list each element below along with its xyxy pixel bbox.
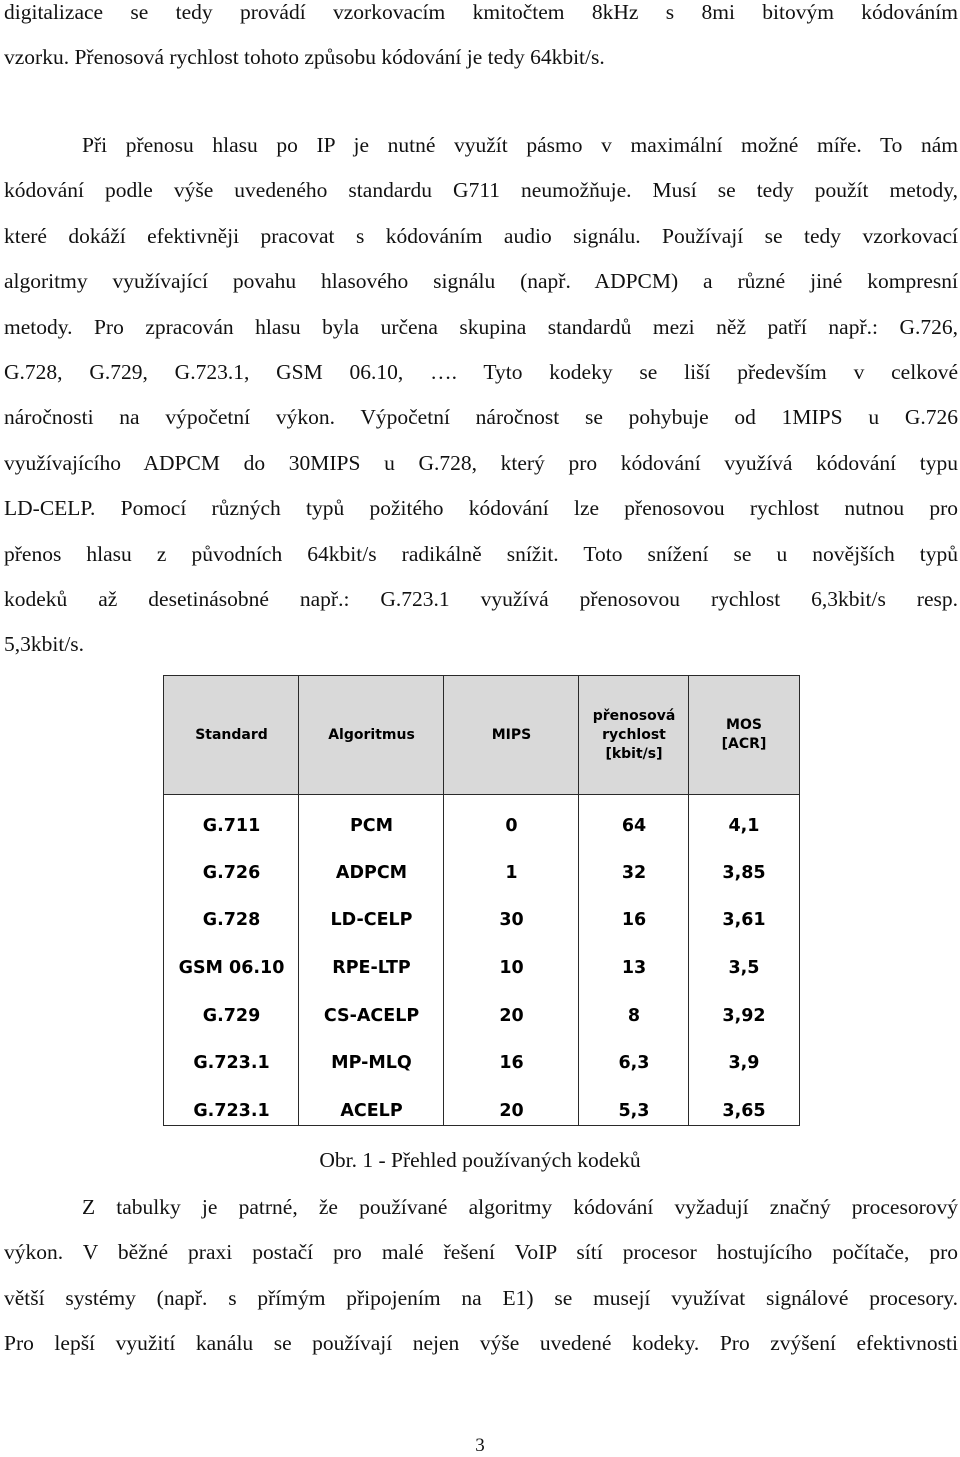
text-line: G.728, G.729, G.723.1, GSM 06.10, …. Tyto kodeky se liší především v celkové — [4, 360, 958, 385]
table-row — [164, 992, 799, 1039]
cell-mos: 3,85 — [722, 862, 766, 883]
cell-bitrate: 16 — [621, 909, 647, 930]
cell-algorithm: CS-ACELP — [323, 1005, 420, 1026]
text-line: Z tabulky je patrné, že používané algoritmy kódování vyžadují značný procesorový — [82, 1195, 958, 1219]
cell-standard: G.728 — [202, 909, 261, 930]
cell-mips: 0 — [505, 815, 518, 836]
text-line: přenos hlasu z původních 64kbit/s radikálně snížit. Toto snížení se u novějších typů — [4, 541, 958, 566]
table-row — [164, 802, 799, 849]
text-line: Při přenosu hlasu po IP je nutné využít pásmo v maximální možné míře. To nám — [82, 133, 958, 157]
table-row — [164, 1087, 799, 1134]
cell-algorithm: LD-CELP — [330, 909, 413, 930]
text-line: metody. Pro zpracován hlasu byla určena skupina standardů mezi něž patří např.: G.726, — [4, 314, 958, 339]
text-line: algoritmy využívající povahu hlasového signálu (např. ADPCM) a různé jiné kompresní — [4, 269, 958, 294]
cell-mips: 20 — [499, 1005, 524, 1026]
text-line: výkon. V běžné praxi postačí pro malé řešení VoIP sítí procesor hostujícího počítače, pro — [4, 1240, 958, 1265]
header-mips: MIPS — [491, 726, 532, 743]
text-line: LD-CELP. Pomocí různých typů požitého kódování lze přenosovou rychlost nutnou pro — [4, 496, 958, 521]
header-bitrate: přenosová rychlost [kbit/s] — [592, 707, 676, 762]
cell-mips: 30 — [499, 909, 524, 930]
cell-standard: G.726 — [202, 862, 261, 883]
header-algoritmus: Algoritmus — [328, 726, 415, 743]
cell-mos: 3,5 — [728, 957, 760, 978]
header-standard: Standard — [195, 726, 268, 743]
cell-standard: G.729 — [202, 1005, 261, 1026]
cell-standard: GSM 06.10 — [178, 957, 285, 978]
text-line: kodeků až desetinásobné např.: G.723.1 využívá přenosovou rychlost 6,3kbit/s resp. — [4, 587, 958, 612]
cell-mos: 3,9 — [728, 1052, 760, 1073]
cell-mos: 3,61 — [722, 909, 766, 930]
cell-bitrate: 6,3 — [618, 1052, 650, 1073]
cell-bitrate: 32 — [621, 862, 647, 883]
paragraph-conclusion — [4, 1185, 958, 1367]
cell-mos: 4,1 — [728, 815, 760, 836]
text-line: kódování podle výše uvedeného standardu G711 neumožňuje. Musí se tedy použít metody, — [4, 178, 958, 203]
codec-comparison-table — [163, 675, 800, 1126]
paragraph-intro — [4, 0, 958, 81]
text-line: které dokáží efektivněji pracovat s kódováním audio signálu. Používají se tedy vzorkovací — [4, 223, 958, 248]
table-row — [164, 944, 799, 991]
cell-mips: 16 — [499, 1052, 524, 1073]
paragraph-voip-codecs — [4, 123, 958, 668]
cell-bitrate: 5,3 — [618, 1100, 650, 1121]
figure-caption: Obr. 1 - Přehled používaných kodeků — [319, 1148, 641, 1172]
cell-algorithm: PCM — [349, 815, 394, 836]
cell-algorithm: MP-MLQ — [331, 1052, 412, 1073]
table-row — [164, 849, 799, 896]
page-number: 3 — [475, 1435, 485, 1456]
cell-bitrate: 8 — [627, 1005, 641, 1026]
cell-algorithm: RPE-LTP — [332, 957, 411, 978]
cell-standard: G.711 — [202, 815, 261, 836]
cell-algorithm: ADPCM — [335, 862, 408, 883]
text-line: 5,3kbit/s. — [4, 632, 85, 657]
cell-bitrate: 64 — [621, 815, 647, 836]
cell-mips: 10 — [499, 957, 524, 978]
cell-mips: 1 — [505, 862, 518, 883]
cell-standard: G.723.1 — [193, 1100, 270, 1121]
table-row — [164, 1039, 799, 1086]
cell-algorithm: ACELP — [340, 1100, 403, 1121]
cell-standard: G.723.1 — [193, 1052, 270, 1073]
text-line: větší systémy (např. s přímým připojením na E1) se musejí využívat signálové procesory. — [4, 1285, 958, 1310]
text-line: náročnosti na výpočetní výkon. Výpočetní náročnost se pohybuje od 1MIPS u G.726 — [4, 405, 958, 430]
table-header-row — [164, 676, 799, 795]
cell-mos: 3,92 — [722, 1005, 766, 1026]
cell-mips: 20 — [499, 1100, 524, 1121]
text-line: využívajícího ADPCM do 30MIPS u G.728, který pro kódování využívá kódování typu — [4, 450, 958, 475]
text-line: vzorku. Přenosová rychlost tohoto způsobu kódování je tedy 64kbit/s. — [4, 45, 605, 70]
cell-bitrate: 13 — [621, 957, 647, 978]
table-row — [164, 896, 799, 943]
header-mos: MOS [ACR] — [721, 717, 767, 752]
text-line: digitalizace se tedy provádí vzorkovacím kmitočtem 8kHz s 8mi bitovým kódováním — [4, 0, 958, 24]
cell-mos: 3,65 — [722, 1100, 766, 1121]
text-line: Pro lepší využití kanálu se používají nejen výše uvedené kodeky. Pro zvýšení efektivnosti — [4, 1331, 958, 1356]
